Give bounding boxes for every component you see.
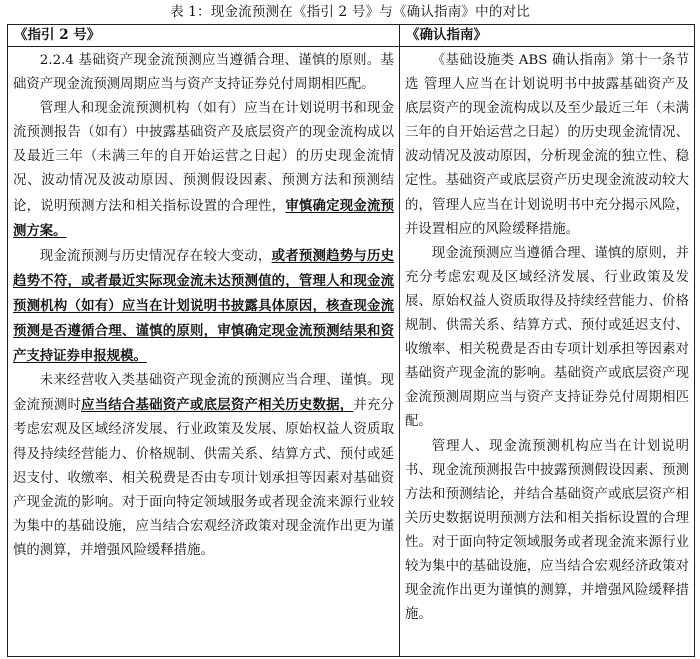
right-paragraph-1: 《基础设施类 ABS 确认指南》第十一条节选 管理人应当在计划说明书中披露基础资产及底层资产的现金流构成以及至少最近三年（未满三年的自开始运营之日起）的历史现金流情况、波动情况及波动原因，分析现金流的独立性、稳定性。基础资产或底层资产历史现金流波动较大的，管理人应当在计划说明书中充分揭示风险，并设置相应的风险缓释措施。 bbox=[405, 53, 689, 237]
left-paragraph-4-text-a: 未来经营收入类基础资产现金流的预测应当合理、谨慎。现金流预测时 bbox=[13, 373, 394, 414]
table-caption: 表 1：现金流预测在《指引 2 号》与《确认指南》中的对比 bbox=[170, 4, 530, 20]
left-paragraph-3-text: 现金流预测与历史情况存在较大变动， bbox=[39, 248, 272, 264]
left-paragraph-4 bbox=[13, 369, 394, 563]
comparison-table bbox=[7, 24, 695, 657]
left-paragraph-2 bbox=[13, 97, 394, 244]
left-paragraph-1: 2.2.4 基础资产现金流预测应当遵循合理、谨慎的原则。基础资产现金流预测周期应当与资产支持证券兑付周期相匹配。 bbox=[13, 53, 394, 93]
left-paragraph-3 bbox=[13, 244, 394, 369]
header-confirmation-guide: 《确认指南》 bbox=[400, 25, 695, 47]
table-header-row bbox=[8, 25, 695, 47]
left-paragraph-3-emphasis: 或者预测趋势与历史趋势不符，或者最近实际现金流未达预测值的，管理人和现金流预测机构（如有）应当在计划说明书披露具体原因，核查现金流预测是否遵循合理、谨慎的原则，审慎确定现金流预测结果和资产支持证券申报规模。 bbox=[13, 247, 395, 365]
header-guideline-2: 《指引 2 号》 bbox=[8, 25, 400, 47]
table-row bbox=[8, 47, 695, 657]
confirmation-guide-cell bbox=[400, 47, 695, 657]
right-paragraph-2: 现金流预测应当遵循合理、谨慎的原则，并充分考虑宏观及区域经济发展、行业政策及发展、原始权益人资质取得及持续经营能力、价格规制、供需关系、结算方式、预付或延迟支付、收缴率、相关税费是否由专项计划承担等因素对基础资产现金流的影响。基础资产或底层资产现金流预测周期应当与资产支持证券兑付周期相匹配。 bbox=[405, 245, 689, 430]
right-paragraph-3: 管理人、现金流预测机构应当在计划说明书、现金流预测报告中披露预测假设因素、预测方法和预测结论，并结合基础资产或底层资产相关历史数据说明预测方法和相关指标设置的合理性。对于面向特定领域服务或者现金流来源行业较为集中的基础设施，应当结合宏观经济政策对现金流作出更为谨慎的测算，并增强风险缓释措施。 bbox=[405, 438, 689, 623]
left-paragraph-4-emphasis: 应当结合基础资产或底层资产相关历史数据， bbox=[81, 397, 354, 414]
left-paragraph-4-text-b: 并充分考虑宏观及区域经济发展、行业政策及发展、原始权益人资质取得及持续经营能力、价格规制、供需关系、结算方式、预付或延迟支付、收缴率、相关税费是否由专项计划承担等因素对基础资产现金流的影响。对于面向特定领域服务或者现金流来源行业较为集中的基础设施，应当结合宏观经济政策对现金流作出更为谨慎的测算，并增强风险缓释措施。 bbox=[13, 398, 395, 558]
left-paragraph-2-text: 管理人和现金流预测机构（如有）应当在计划说明书和现金流预测报告（如有）中披露基础资产及底层资产的现金流构成以及最近三年（未满三年的自开始运营之日起）的历史现金流情况、波动情况及波动原因、预测假设因素、预测方法和预测结论，说明预测方法和相关指标设置的合理性， bbox=[13, 101, 394, 214]
left-paragraph-2-emphasis: 审慎确定现金流预测方案。 bbox=[13, 197, 395, 239]
guideline-2-cell bbox=[8, 47, 400, 657]
